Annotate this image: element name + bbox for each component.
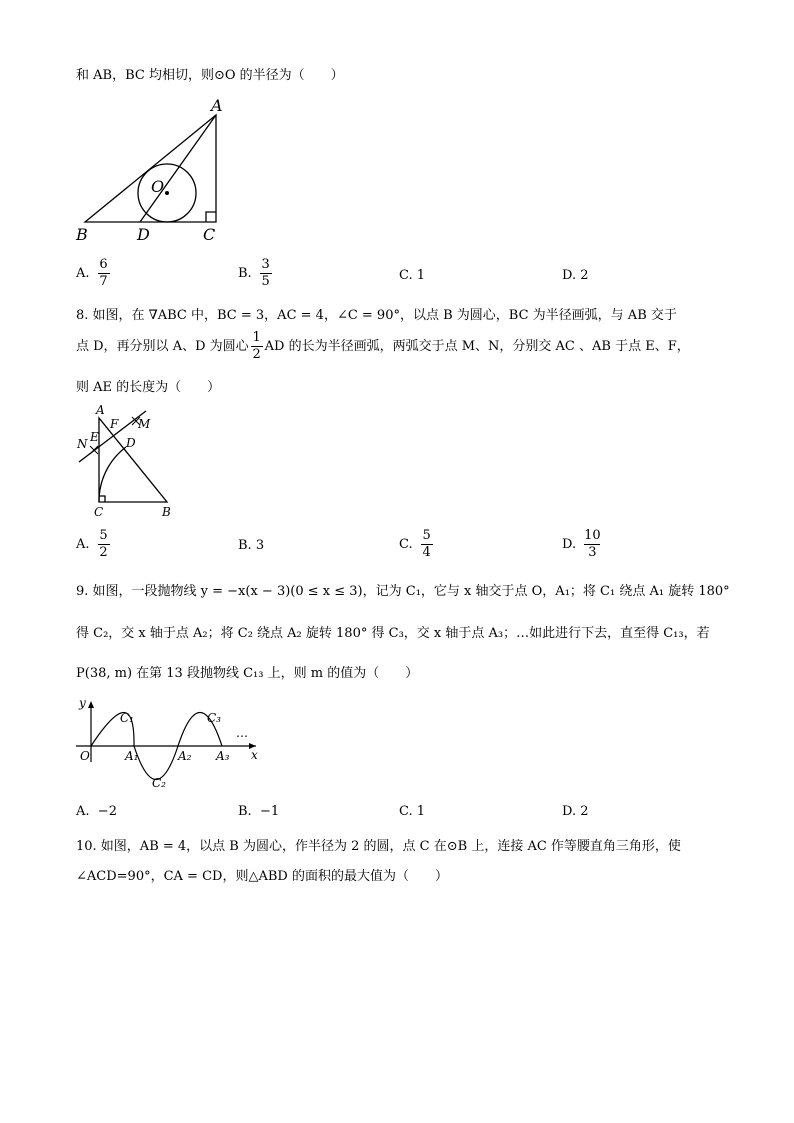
q8-option-a[interactable]: A. $\frac{5}{2}$ xyxy=(76,528,108,560)
q9-label-x: x xyxy=(251,748,258,762)
q9-label-c3: C₃ xyxy=(207,711,221,725)
q7-option-a[interactable]: A. $\frac{6}{7}$ xyxy=(76,257,108,289)
q7-option-b[interactable]: B. $\frac{3}{5}$ xyxy=(238,257,270,289)
q7-label-c: C xyxy=(203,225,216,244)
q8-label-b: B xyxy=(162,505,171,519)
q7-label-d: D xyxy=(137,225,150,244)
q9-label-o: O xyxy=(80,749,90,763)
q8-label-m: M xyxy=(138,417,151,431)
q8-label-d: D xyxy=(126,436,136,450)
q8-label-c: C xyxy=(94,505,104,519)
q9-stem-line2: 得 C₂，交 x 轴于点 A₂；将 C₂ 绕点 A₂ 旋转 180° 得 C₃，交 x 轴于点 A₃；…如此进行下去，直至得 C₁₃，若 xyxy=(76,626,710,641)
q10-stem-line1: 10. 如图，AB = 4，以点 B 为圆心，作半径为 2 的圆，点 C 在⊙B 上，连接 AC 作等腰直角三角形，使 xyxy=(76,839,681,854)
q9-label-a3: A₃ xyxy=(216,749,230,763)
q7-right-angle-mark xyxy=(206,212,216,222)
q8-label-e: E xyxy=(90,430,99,444)
q8-right-angle-mark xyxy=(99,496,105,502)
q8-label-n: N xyxy=(77,437,88,451)
q7-label-o: O xyxy=(151,177,165,196)
q9-parabola-c2 xyxy=(134,746,178,780)
q8-arc-bc xyxy=(99,447,126,502)
q8-option-c[interactable]: C. $\frac{5}{4}$ xyxy=(399,528,431,560)
q7-label-a: A xyxy=(211,96,223,115)
q9-label-a2: A₂ xyxy=(178,749,192,763)
q9-label-c2: C₂ xyxy=(152,776,166,790)
q10-stem-line2: ∠ACD=90°，CA = CD，则△ABD 的面积的最大值为（ ） xyxy=(76,869,448,884)
q9-option-a[interactable]: A. −2 xyxy=(76,804,117,819)
q7-option-c[interactable]: C. 1 xyxy=(399,268,426,283)
q9-option-b[interactable]: B. −1 xyxy=(238,804,280,819)
q9-label-y: y xyxy=(79,696,86,710)
q8-option-b[interactable]: B. 3 xyxy=(238,538,265,553)
q9-label-a1: A₁ xyxy=(125,749,139,763)
q8-stem-line3: 则 AE 的长度为（ ） xyxy=(76,380,221,395)
q9-option-c[interactable]: C. 1 xyxy=(399,804,426,819)
q8-label-a: A xyxy=(96,403,105,417)
q9-stem-line3: P(38, m) 在第 13 段抛物线 C₁₃ 上，则 m 的值为（ ） xyxy=(76,666,419,681)
q9-stem-line1: 9. 如图，一段抛物线 y = −x(x − 3)(0 ≤ x ≤ 3)，记为 C₁，它与 x 轴交于点 O，A₁；将 C₁ 绕点 A₁ 旋转 180° xyxy=(76,584,730,599)
q9-label-c1: C₁ xyxy=(120,711,134,725)
q7-stem: 和 AB，BC 均相切，则⊙O 的半径为（ ） xyxy=(76,68,344,83)
q9-label-dots: … xyxy=(236,726,248,740)
q7-option-d[interactable]: D. 2 xyxy=(562,268,589,283)
q8-stem-line2: 点 D，再分别以 A、D 为圆心 $\frac{1}{2}$ AD 的长为半径画弧，两弧交于点 M、N，分别交 AC 、AB 于点 E、F， xyxy=(76,330,690,362)
q8-label-f: F xyxy=(110,417,119,431)
q8-stem-line1: 8. 如图，在 ∇ABC 中，BC = 3，AC = 4，∠C = 90°，以点 B 为圆心，BC 为半径画弧，与 AB 交于 xyxy=(76,308,677,323)
q7-label-b: B xyxy=(76,225,88,244)
q8-option-d[interactable]: D. $\frac{10}{3}$ xyxy=(562,528,601,560)
q9-option-d[interactable]: D. 2 xyxy=(562,804,589,819)
